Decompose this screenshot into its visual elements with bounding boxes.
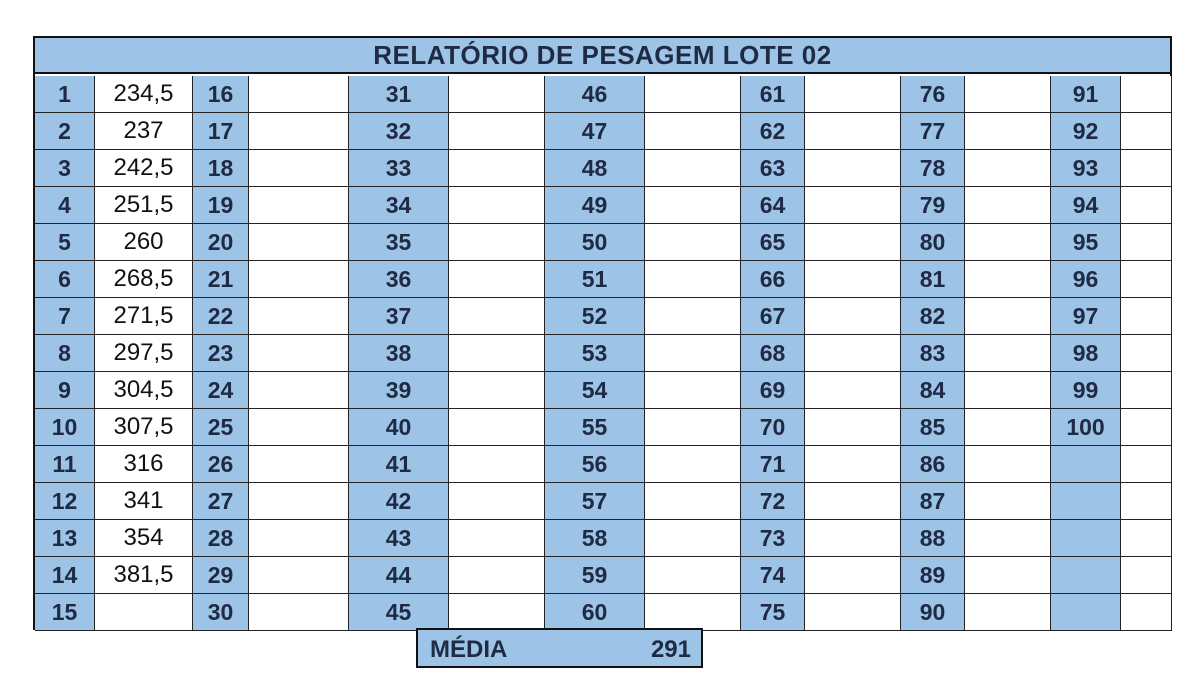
weight-value-cell: 304,5 <box>95 372 193 409</box>
item-number-cell: 33 <box>349 150 449 187</box>
weight-value-cell <box>249 187 349 224</box>
weight-value-cell <box>965 76 1051 113</box>
item-number-cell: 59 <box>545 557 645 594</box>
item-number-cell: 25 <box>193 409 249 446</box>
weight-value-cell <box>249 520 349 557</box>
weight-value-cell <box>249 409 349 446</box>
item-number-cell: 76 <box>901 76 965 113</box>
average-value: 291 <box>650 636 691 663</box>
item-number-cell: 29 <box>193 557 249 594</box>
item-number-cell: 40 <box>349 409 449 446</box>
weight-value-cell <box>249 76 349 113</box>
item-number-cell: 5 <box>35 224 95 261</box>
weight-value-cell <box>805 113 901 150</box>
weight-value-cell: 237 <box>95 113 193 150</box>
item-number-cell: 93 <box>1051 150 1121 187</box>
item-number-cell: 26 <box>193 446 249 483</box>
weight-value-cell <box>1121 335 1172 372</box>
item-number-cell: 21 <box>193 261 249 298</box>
weight-value-cell <box>449 372 545 409</box>
weight-value-cell <box>249 113 349 150</box>
item-number-cell: 79 <box>901 187 965 224</box>
weight-value-cell <box>805 372 901 409</box>
weight-value-cell <box>449 335 545 372</box>
item-number-cell: 71 <box>741 446 805 483</box>
weight-value-cell <box>645 483 741 520</box>
weight-value-cell <box>449 224 545 261</box>
weight-value-cell <box>805 335 901 372</box>
item-number-cell: 84 <box>901 372 965 409</box>
weight-value-cell <box>449 409 545 446</box>
item-number-cell: 13 <box>35 520 95 557</box>
item-number-cell: 37 <box>349 298 449 335</box>
weight-value-cell <box>965 150 1051 187</box>
item-number-cell: 95 <box>1051 224 1121 261</box>
item-number-cell: 62 <box>741 113 805 150</box>
item-number-cell: 53 <box>545 335 645 372</box>
item-number-cell: 34 <box>349 187 449 224</box>
weight-value-cell <box>805 298 901 335</box>
weight-value-cell <box>449 76 545 113</box>
item-number-cell: 16 <box>193 76 249 113</box>
item-number-cell: 89 <box>901 557 965 594</box>
item-number-cell: 98 <box>1051 335 1121 372</box>
item-number-cell: 52 <box>545 298 645 335</box>
weight-value-cell <box>965 520 1051 557</box>
item-number-cell: 44 <box>349 557 449 594</box>
item-number-cell: 4 <box>35 187 95 224</box>
item-number-cell: 22 <box>193 298 249 335</box>
weight-value-cell <box>249 372 349 409</box>
item-number-cell: 68 <box>741 335 805 372</box>
weight-value-cell <box>645 150 741 187</box>
weight-value-cell <box>645 557 741 594</box>
item-number-cell: 97 <box>1051 298 1121 335</box>
weight-value-cell <box>249 335 349 372</box>
item-number-cell: 86 <box>901 446 965 483</box>
item-number-cell: 23 <box>193 335 249 372</box>
item-number-cell: 91 <box>1051 76 1121 113</box>
item-number-cell: 83 <box>901 335 965 372</box>
weight-value-cell <box>805 409 901 446</box>
item-number-cell: 67 <box>741 298 805 335</box>
weight-value-cell <box>805 594 901 631</box>
item-number-cell: 20 <box>193 224 249 261</box>
item-number-cell: 55 <box>545 409 645 446</box>
weight-value-cell <box>805 76 901 113</box>
item-number-cell: 46 <box>545 76 645 113</box>
weight-value-cell <box>965 298 1051 335</box>
item-number-cell: 3 <box>35 150 95 187</box>
item-number-cell: 56 <box>545 446 645 483</box>
weight-value-cell <box>249 446 349 483</box>
item-number-cell: 64 <box>741 187 805 224</box>
item-number-cell: 15 <box>35 594 95 631</box>
weight-value-cell: 271,5 <box>95 298 193 335</box>
item-number-cell: 43 <box>349 520 449 557</box>
item-number-cell: 12 <box>35 483 95 520</box>
item-number-cell: 18 <box>193 150 249 187</box>
item-number-cell: 96 <box>1051 261 1121 298</box>
item-number-cell: 66 <box>741 261 805 298</box>
item-number-cell: 58 <box>545 520 645 557</box>
item-number-cell: 72 <box>741 483 805 520</box>
item-number-cell: 9 <box>35 372 95 409</box>
item-number-cell: 8 <box>35 335 95 372</box>
item-number-cell: 51 <box>545 261 645 298</box>
weight-value-cell <box>1121 520 1172 557</box>
weight-value-cell: 341 <box>95 483 193 520</box>
weight-value-cell <box>1121 187 1172 224</box>
item-number-cell: 65 <box>741 224 805 261</box>
item-number-cell: 61 <box>741 76 805 113</box>
weight-value-cell: 297,5 <box>95 335 193 372</box>
item-number-cell: 49 <box>545 187 645 224</box>
weight-value-cell <box>1121 557 1172 594</box>
weight-value-cell: 354 <box>95 520 193 557</box>
item-number-cell <box>1051 483 1121 520</box>
weight-value-cell <box>645 298 741 335</box>
item-number-cell: 60 <box>545 594 645 631</box>
weight-value-cell <box>249 298 349 335</box>
weight-value-cell <box>965 557 1051 594</box>
weight-value-cell <box>645 261 741 298</box>
weight-value-cell <box>805 187 901 224</box>
weight-value-cell <box>249 150 349 187</box>
weight-value-cell <box>249 483 349 520</box>
weight-value-cell <box>1121 150 1172 187</box>
weight-value-cell <box>1121 224 1172 261</box>
weight-value-cell <box>249 594 349 631</box>
item-number-cell: 28 <box>193 520 249 557</box>
weight-value-cell <box>805 446 901 483</box>
item-number-cell: 99 <box>1051 372 1121 409</box>
weight-value-cell <box>1121 261 1172 298</box>
weight-value-cell <box>965 446 1051 483</box>
weight-value-cell <box>1121 483 1172 520</box>
item-number-cell: 42 <box>349 483 449 520</box>
weight-value-cell <box>449 594 545 631</box>
item-number-cell: 87 <box>901 483 965 520</box>
item-number-cell: 48 <box>545 150 645 187</box>
report-title: RELATÓRIO DE PESAGEM LOTE 02 <box>35 38 1170 74</box>
item-number-cell <box>1051 446 1121 483</box>
item-number-cell: 82 <box>901 298 965 335</box>
item-number-cell <box>1051 594 1121 631</box>
item-number-cell: 36 <box>349 261 449 298</box>
item-number-cell: 92 <box>1051 113 1121 150</box>
item-number-cell: 54 <box>545 372 645 409</box>
item-number-cell: 17 <box>193 113 249 150</box>
item-number-cell: 27 <box>193 483 249 520</box>
item-number-cell: 11 <box>35 446 95 483</box>
weight-value-cell: 242,5 <box>95 150 193 187</box>
item-number-cell: 77 <box>901 113 965 150</box>
weight-value-cell <box>645 335 741 372</box>
item-number-cell: 35 <box>349 224 449 261</box>
weight-value-cell <box>965 372 1051 409</box>
item-number-cell: 2 <box>35 113 95 150</box>
item-number-cell: 75 <box>741 594 805 631</box>
item-number-cell: 45 <box>349 594 449 631</box>
item-number-cell: 73 <box>741 520 805 557</box>
weighing-report-table <box>33 36 1172 630</box>
weight-value-cell <box>805 520 901 557</box>
weight-value-cell <box>805 224 901 261</box>
weight-value-cell <box>249 224 349 261</box>
weight-value-cell <box>95 594 193 631</box>
weight-value-cell <box>449 150 545 187</box>
weight-value-cell <box>645 76 741 113</box>
weight-value-cell <box>449 483 545 520</box>
weight-value-cell: 234,5 <box>95 76 193 113</box>
average-label: MÉDIA <box>430 636 508 663</box>
weight-value-cell: 316 <box>95 446 193 483</box>
weight-value-cell <box>965 483 1051 520</box>
weight-value-cell <box>805 261 901 298</box>
weight-value-cell <box>449 298 545 335</box>
weight-value-cell: 251,5 <box>95 187 193 224</box>
weight-value-cell: 268,5 <box>95 261 193 298</box>
item-number-cell: 50 <box>545 224 645 261</box>
item-number-cell: 41 <box>349 446 449 483</box>
weight-value-cell: 307,5 <box>95 409 193 446</box>
weight-value-cell: 381,5 <box>95 557 193 594</box>
weight-value-cell <box>1121 446 1172 483</box>
item-number-cell: 39 <box>349 372 449 409</box>
item-number-cell: 32 <box>349 113 449 150</box>
weight-value-cell <box>965 335 1051 372</box>
weight-value-cell <box>965 187 1051 224</box>
weight-value-cell <box>965 224 1051 261</box>
weight-value-cell <box>449 446 545 483</box>
weight-value-cell <box>645 520 741 557</box>
item-number-cell: 70 <box>741 409 805 446</box>
item-number-cell: 81 <box>901 261 965 298</box>
item-number-cell: 100 <box>1051 409 1121 446</box>
weight-value-cell <box>449 187 545 224</box>
weight-value-cell <box>645 446 741 483</box>
weight-value-cell <box>449 261 545 298</box>
weight-value-cell <box>805 150 901 187</box>
item-number-cell: 80 <box>901 224 965 261</box>
item-number-cell: 14 <box>35 557 95 594</box>
item-number-cell: 24 <box>193 372 249 409</box>
weight-value-cell <box>249 557 349 594</box>
weight-value-cell <box>449 557 545 594</box>
item-number-cell: 38 <box>349 335 449 372</box>
weight-value-cell <box>645 594 741 631</box>
weight-value-cell <box>645 224 741 261</box>
item-number-cell: 31 <box>349 76 449 113</box>
weight-value-cell <box>645 409 741 446</box>
item-number-cell: 1 <box>35 76 95 113</box>
weight-value-cell <box>1121 372 1172 409</box>
weight-value-cell <box>1121 113 1172 150</box>
weight-value-cell <box>965 594 1051 631</box>
item-number-cell <box>1051 557 1121 594</box>
weight-value-cell <box>1121 594 1172 631</box>
item-number-cell <box>1051 520 1121 557</box>
item-number-cell: 78 <box>901 150 965 187</box>
weight-value-cell: 260 <box>95 224 193 261</box>
weight-value-cell <box>645 372 741 409</box>
average-box <box>416 628 703 668</box>
item-number-cell: 90 <box>901 594 965 631</box>
weight-value-cell <box>965 409 1051 446</box>
item-number-cell: 19 <box>193 187 249 224</box>
weight-value-cell <box>249 261 349 298</box>
weight-value-cell <box>645 187 741 224</box>
weight-value-cell <box>1121 76 1172 113</box>
item-number-cell: 63 <box>741 150 805 187</box>
item-number-cell: 47 <box>545 113 645 150</box>
item-number-cell: 10 <box>35 409 95 446</box>
item-number-cell: 7 <box>35 298 95 335</box>
weight-value-cell <box>805 557 901 594</box>
item-number-cell: 88 <box>901 520 965 557</box>
item-number-cell: 94 <box>1051 187 1121 224</box>
weight-value-cell <box>645 113 741 150</box>
weight-value-cell <box>805 483 901 520</box>
item-number-cell: 69 <box>741 372 805 409</box>
item-number-cell: 6 <box>35 261 95 298</box>
weight-value-cell <box>1121 298 1172 335</box>
item-number-cell: 85 <box>901 409 965 446</box>
weight-value-cell <box>449 113 545 150</box>
weight-value-cell <box>449 520 545 557</box>
item-number-cell: 30 <box>193 594 249 631</box>
weight-value-cell <box>1121 409 1172 446</box>
weight-value-cell <box>965 113 1051 150</box>
item-number-cell: 74 <box>741 557 805 594</box>
weight-value-cell <box>965 261 1051 298</box>
item-number-cell: 57 <box>545 483 645 520</box>
